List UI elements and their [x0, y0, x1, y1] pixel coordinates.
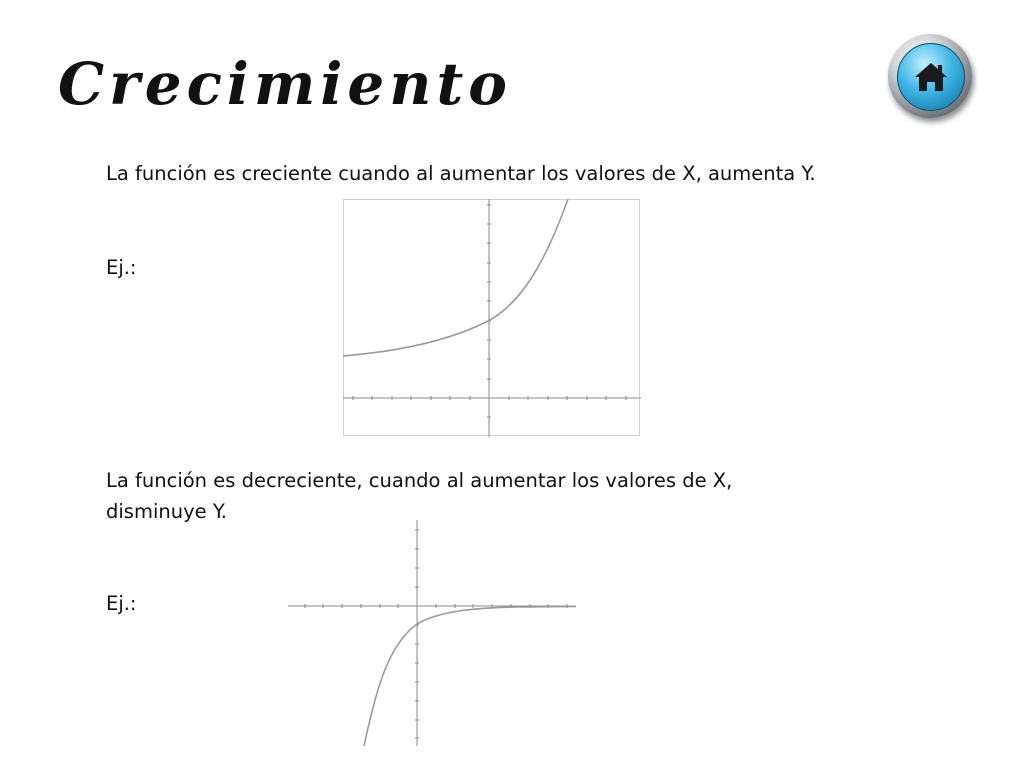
increasing-example-label: Ej.:: [106, 256, 137, 279]
decreasing-function-graph: [288, 520, 578, 746]
home-button[interactable]: [888, 34, 972, 118]
decreasing-definition: La función es decreciente, cuando al aumentar los valores de X, disminuye Y.: [106, 469, 733, 523]
decreasing-curve: [364, 607, 576, 747]
home-button-face: [897, 43, 965, 111]
slide-title: Crecimiento: [58, 50, 512, 118]
graph-frame: [344, 200, 640, 436]
home-icon: [912, 58, 950, 96]
increasing-function-graph: [343, 199, 641, 437]
decreasing-example-label: Ej.:: [106, 592, 137, 615]
increasing-definition: La función es creciente cuando al aumentar los valores de X, aumenta Y.: [106, 162, 816, 185]
